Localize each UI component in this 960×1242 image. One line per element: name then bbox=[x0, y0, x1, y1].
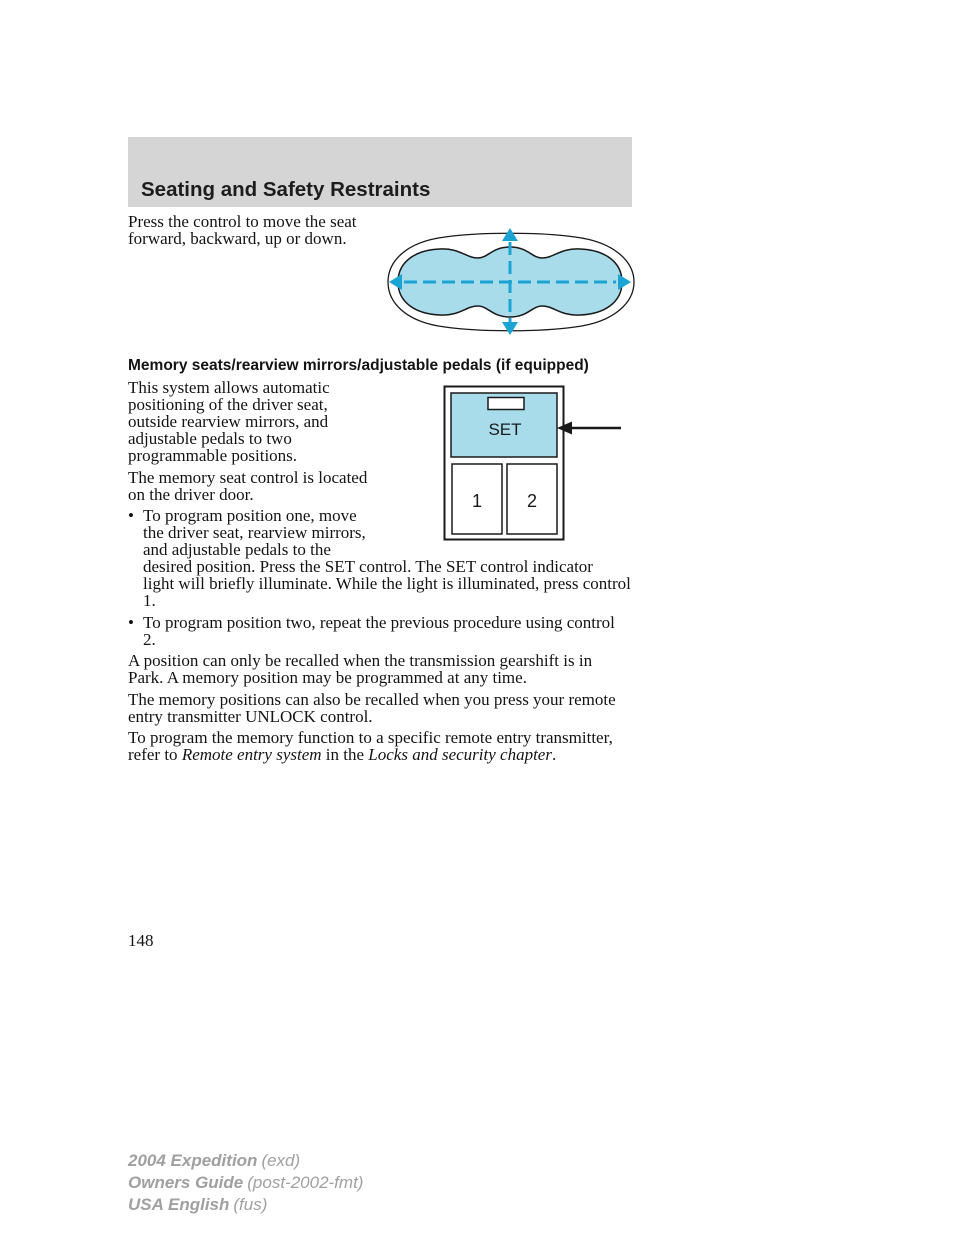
footer-line bbox=[128, 1194, 363, 1216]
bullet-line: the driver seat, rearview mirrors, bbox=[143, 523, 366, 542]
paragraph-line: on the driver door. bbox=[128, 484, 254, 504]
cross-reference-suffix: . bbox=[551, 745, 557, 764]
memory-button-2-label: 2 bbox=[526, 491, 538, 511]
memory-button-1-label: 1 bbox=[471, 491, 483, 511]
program-position-two-bullet bbox=[128, 614, 615, 648]
paragraph-line: positioning of the driver seat, bbox=[128, 395, 328, 414]
section-title: Seating and Safety Restraints bbox=[141, 178, 431, 201]
bullet-marker: • bbox=[128, 506, 134, 525]
remote-recall-paragraph bbox=[128, 691, 616, 725]
set-button-label: SET bbox=[488, 420, 522, 439]
four-way-seat-control-icon bbox=[384, 222, 638, 340]
paragraph-line: The memory positions can also be recalled when you press your remote bbox=[128, 689, 616, 709]
footer-title: 2004 Expedition bbox=[128, 1150, 258, 1170]
bullet-line: light will briefly illuminate. While the light is illuminated, press control bbox=[143, 574, 631, 593]
bullet-marker: • bbox=[128, 612, 134, 632]
paragraph-line: outside rearview mirrors, and bbox=[128, 412, 329, 431]
footer-code: (exd) bbox=[261, 1150, 301, 1170]
document-footer bbox=[128, 1150, 363, 1216]
remote-program-paragraph bbox=[128, 729, 613, 763]
cross-reference-prefix: refer to bbox=[128, 745, 178, 764]
bullet-line: desired position. Press the SET control. The SET control indicator bbox=[143, 557, 593, 576]
footer-title: Owners Guide bbox=[128, 1172, 244, 1192]
park-recall-paragraph bbox=[128, 652, 592, 686]
paragraph-line: The memory seat control is located bbox=[128, 467, 368, 487]
set-indicator-light bbox=[488, 398, 524, 410]
paragraph-line: This system allows automatic bbox=[128, 378, 330, 397]
bullet-line: 2. bbox=[143, 629, 156, 649]
bullet-line: To program position one, move bbox=[143, 506, 357, 525]
control-location-paragraph bbox=[128, 469, 367, 503]
section-header-band bbox=[128, 137, 632, 207]
memory-seat-control-icon bbox=[440, 382, 626, 544]
remote-entry-system-reference: Remote entry system bbox=[181, 745, 322, 764]
paragraph-line: A position can only be recalled when the transmission gearshift is in bbox=[128, 651, 593, 670]
footer-code: (post-2002-fmt) bbox=[247, 1172, 364, 1192]
locks-security-chapter-reference: Locks and security chapter bbox=[368, 745, 552, 764]
bullet-line: To program position two, repeat the previous procedure using control bbox=[143, 612, 615, 632]
cross-reference-line bbox=[128, 746, 613, 763]
paragraph-line: To program the memory function to a specific remote entry transmitter, bbox=[128, 728, 613, 747]
memory-overview-paragraph bbox=[128, 379, 330, 464]
paragraph-line: Park. A memory position may be programmed at any time. bbox=[128, 668, 527, 687]
footer-line bbox=[128, 1172, 363, 1194]
cross-reference-mid: in the bbox=[325, 745, 365, 764]
footer-line bbox=[128, 1150, 363, 1172]
paragraph-line: entry transmitter UNLOCK control. bbox=[128, 706, 373, 726]
paragraph-line: adjustable pedals to two bbox=[128, 429, 292, 448]
page-number: 148 bbox=[128, 931, 154, 950]
bullet-line: and adjustable pedals to the bbox=[143, 540, 331, 559]
paragraph-line: programmable positions. bbox=[128, 446, 298, 465]
seat-control-paragraph bbox=[128, 213, 357, 247]
memory-section-heading: Memory seats/rearview mirrors/adjustable pedals (if equipped) bbox=[128, 356, 589, 374]
bullet-line: 1. bbox=[143, 591, 156, 610]
paragraph-line: forward, backward, up or down. bbox=[128, 229, 347, 248]
footer-title: USA English bbox=[128, 1194, 230, 1214]
paragraph-line: Press the control to move the seat bbox=[128, 212, 357, 231]
footer-code: (fus) bbox=[233, 1194, 268, 1214]
